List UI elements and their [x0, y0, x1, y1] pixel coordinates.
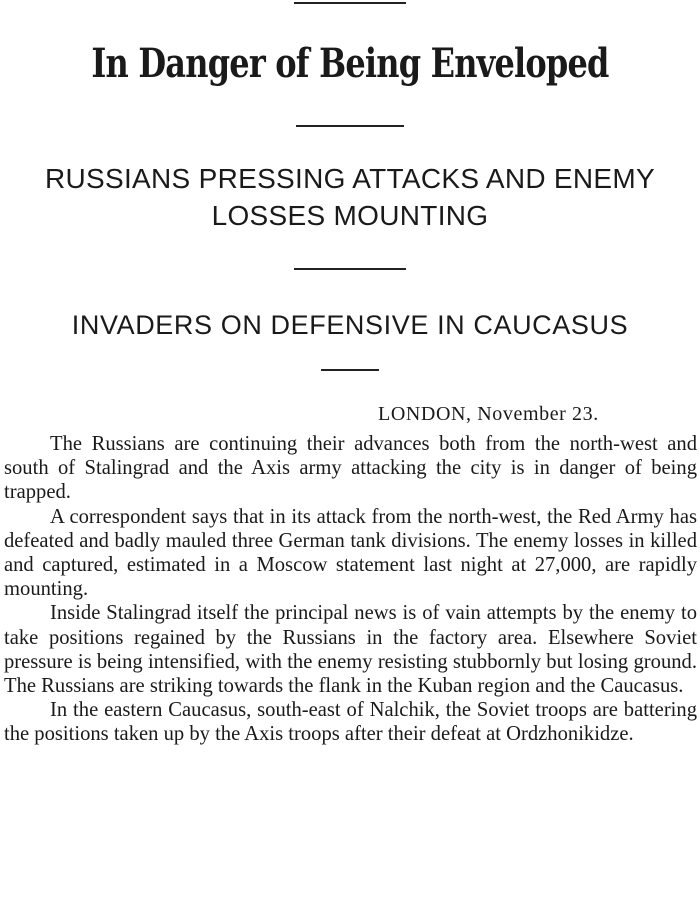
divider-1: [296, 125, 404, 127]
paragraph-1: The Russians are continuing their advances both from the north-west and south of Stalingrad and the Axis army attacking the city is in danger of being trapped.: [4, 433, 697, 504]
article-body: [4, 432, 697, 747]
paragraph-3: Inside Stalingrad itself the principal news is of vain attempts by the enemy to take positions regained by the Russians in the factory area. Elsewhere Soviet pressure is being intensified, with the enemy resisting stubbornly but losing ground. The Russians are striking towards the flank in the Kuban region and the Caucasus.: [4, 602, 697, 698]
subheadline-2: INVADERS ON DEFENSIVE IN CAUCASUS: [71, 310, 629, 340]
dateline: LONDON, November 23.: [378, 403, 599, 425]
headline: In Danger of Being Enveloped: [91, 40, 609, 87]
divider-3: [321, 369, 379, 371]
paragraph-4: In the eastern Caucasus, south-east of Nalchik, the Soviet troops are battering the positions taken up by the Axis troops after their defeat at Ordzhonikidze.: [4, 699, 697, 746]
paragraph-2: A correspondent says that in its attack from the north-west, the Red Army has defeated and badly mauled three German tank divisions. The enemy losses in killed and captured, estimated in a Moscow statement last night at 27,000, are rapidly mounting.: [4, 505, 697, 601]
top-divider: [294, 2, 406, 4]
subheadline: RUSSIANS PRESSING ATTACKS AND ENEMY LOSSES MOUNTING: [44, 163, 656, 231]
divider-2: [294, 268, 406, 270]
